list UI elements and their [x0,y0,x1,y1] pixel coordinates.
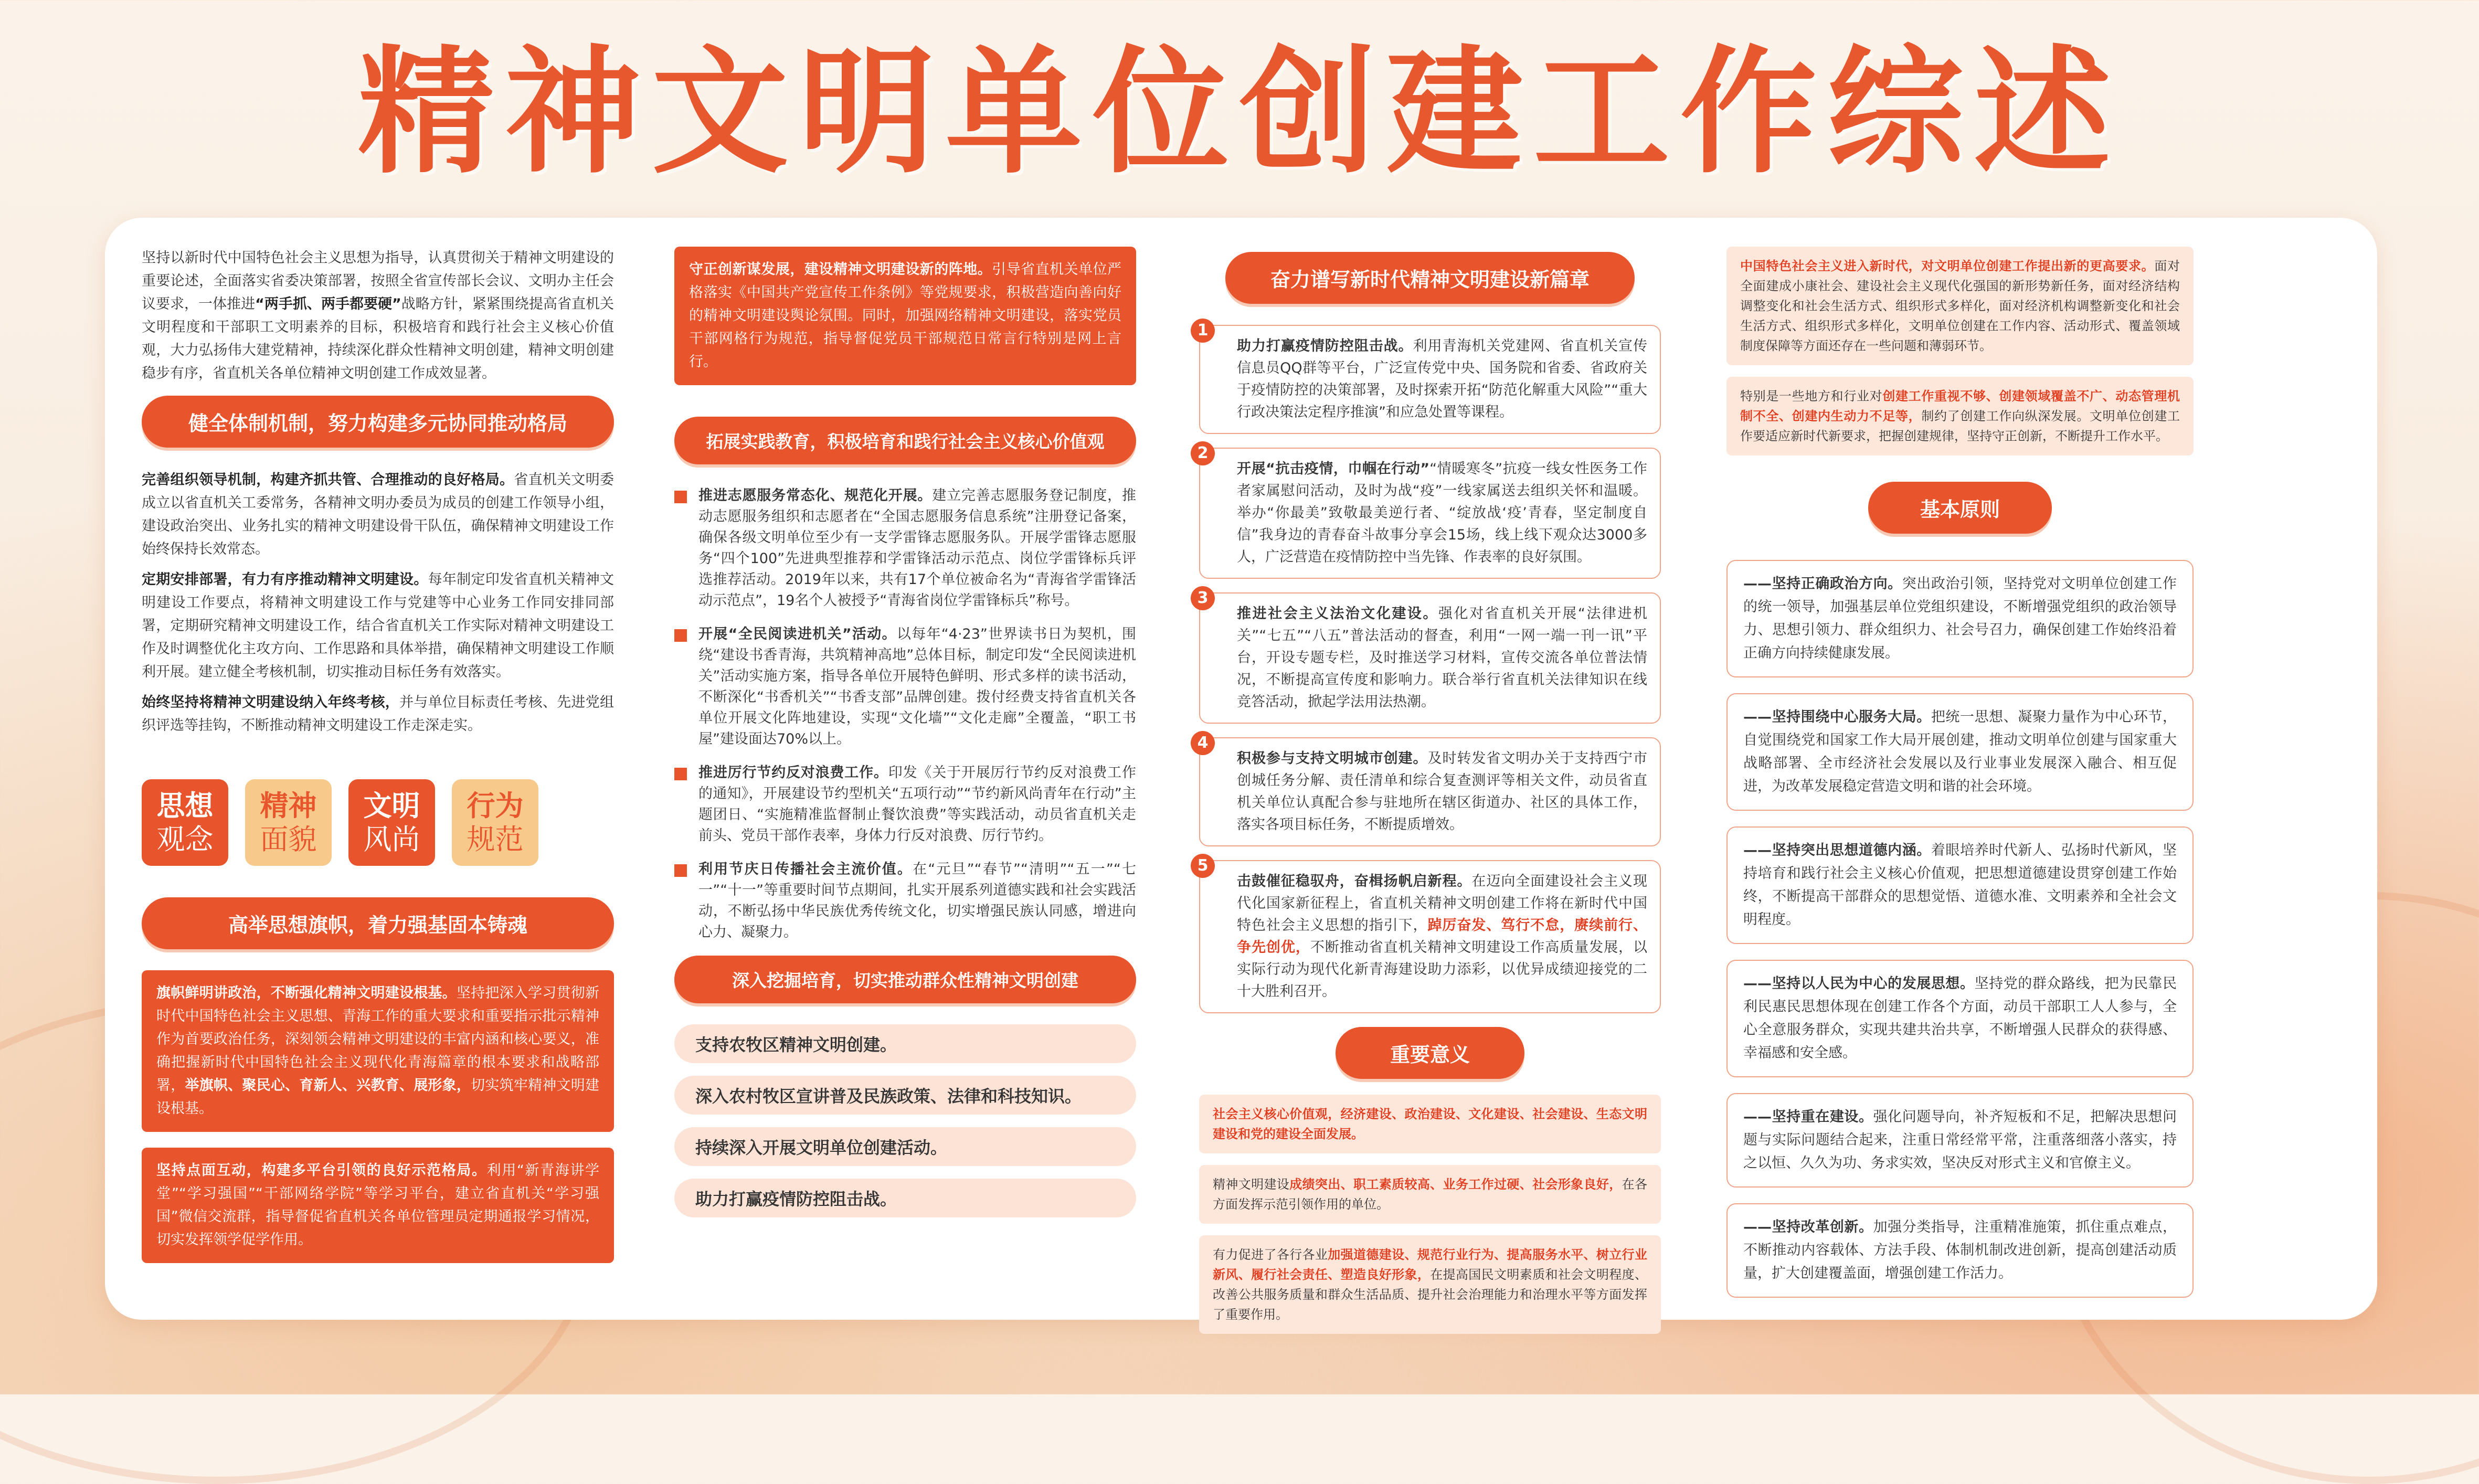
principle-card: ——坚持正确政治方向。突出政治引领，坚持党对文明单位创建工作的统一领导，加强基层单位党组织建设，不断增强党组织的政治领导力、思想引领力、群众组织力、社会号召力，确保创建工作始终沿着正确方向持续健康发展。 [1726,560,2194,677]
numbered-card: 4 积极参与支持文明城市创建。及时转发省文明办关于支持西宁市创城任务分解、责任清单和综合复查测评等相关文件，动员省直机关单位认真配合参与驻地所在辖区街道办、社区的具体工作，落实各项目标任务，不断提质增效。 [1199,737,1661,846]
paragraph: 定期安排部署，有力有序推动精神文明建设。每年制定印发省直机关精神文明建设工作要点，将精神文明建设工作与党建等中心业务工作同安排同部署，定期研究精神文明建设工作，结合省直机关工作实际对精神文明建设工作及时调整优化主攻方向、工作思路和具体举措，确保精神文明建设工作顺利开展。建立健全考核机制，切实推动目标任务有效落实。 [142,571,614,680]
principle-card: ——坚持以人民为中心的发展思想。坚持党的群众路线，把为民靠民利民惠民思想体现在创建工作各个方面，动员干部职工人人参与，全心全意服务群众，实现共建共治共享，不断增强人民群众的获得感、幸福感和安全感。 [1726,960,2194,1077]
highlight-box: 守正创新谋发展，建设精神文明建设新的阵地。引导省直机关单位严格落实《中国共产党宣传工作条例》等党规要求，积极营造向善向好的精神文明建设舆论氛围。同时，加强网络精神文明建设，落实党员干部网格行为规范，指导督促党员干部规范日常言行特别是网上言行。 [674,247,1136,385]
significance-box: 社会主义核心价值观，经济建设、政治建设、文化建设、社会建设、生态文明建设和党的建设全面发展。 [1199,1095,1661,1153]
column-3 [1199,247,1661,1345]
column-1 [142,247,614,1279]
section-heading: 基本原则 [1868,482,2052,534]
section-heading: 健全体制机制，努力构建多元协同推动格局 [142,396,614,448]
column-4 [1726,247,2194,1313]
numbered-card: 3 推进社会主义法治文化建设。强化对省直机关开展“法律进机关”“七五”“八五”普法活动的督查，利用“一网一端一刊一讯”平台，开设专题专栏，及时推送学习材料，宣传交流各单位普法情况，不断提高宣传度和影响力。联合举行省直机关法律知识在线竞答活动，掀起学法用法热潮。 [1199,592,1661,724]
principle-card: ——坚持围绕中心服务大局。把统一思想、凝聚力量作为中心环节，自觉围绕党和国家工作大局开展创建，推动文明单位创建与国家重大战略部署、全市经济社会发展以及行业事业发展深入融合、相互促进，为改革发展稳定营造文明和谐的社会环境。 [1726,693,2194,811]
context-box: 特别是一些地方和行业对创建工作重视不够、创建领域覆盖不广、动态管理机制不全、创建内生动力不足等，制约了创建工作向纵深发展。文明单位创建工作要适应新时代新要求，把握创建规律，坚持守正创新，不断提升工作水平。 [1726,377,2194,455]
paragraph: 完善组织领导机制，构建齐抓共管、合理推动的良好格局。省直机关文明委成立以省直机关工委常务，各精神文明办委员为成员的创建工作领导小组，建设政治突出、业务扎实的精神文明建设骨干队伍，确保精神文明建设工作始终保持长效常态。 [142,472,614,557]
context-box: 中国特色社会主义进入新时代，对文明单位创建工作提出新的更高要求。面对全面建成小康社会、建设社会主义现代化强国的新形势新任务，面对经济结构调整变化和社会生活方式、组织形式多样化，面对经济机构调整新变化和社会生活方式、组织形式多样化，文明单位创建在工作内容、活动形式、覆盖领域制度保障等方面还存在一些问题和薄弱环节。 [1726,247,2194,365]
principle-card: ——坚持改革创新。加强分类指导，注重精准施策，抓住重点难点，不断推动内容载体、方法手段、体制机制改进创新，提高创建活动质量，扩大创建覆盖面，增强创建工作活力。 [1726,1203,2194,1298]
bullet-item: 开展“全民阅读进机关”活动。以每年“4·23”世界读书日为契机，围绕“建设书香青海，共筑精神高地”总体目标，制定印发“全民阅读进机关”活动实施方案，指导各单位开展特色鲜明、形式多样的读书活动，不断深化“书香机关”“书香支部”品牌创建。拨付经费支持省直机关各单位开展文化阵地建设，实现“文化墙”“文化走廊”全覆盖，“职工书屋”建设面达70%以上。 [674,624,1136,750]
section-heading: 重要意义 [1336,1027,1524,1079]
column-2 [674,247,1136,1230]
section-heading: 拓展实践教育，积极培育和践行社会主义核心价值观 [674,417,1136,464]
list-item: 助力打赢疫情防控阻击战。 [674,1179,1136,1217]
tag-conduct: 行为 规范 [452,779,538,866]
significance-box: 有力促进了各行各业加强道德建设、规范行业行为、提高服务水平、树立行业新风、履行社会责任、塑造良好形象，在提高国民文明素质和社会文明程度、改善公共服务质量和群众生活品质、提升社会治理能力和治理水平等方面发挥了重要作用。 [1199,1235,1661,1334]
highlight-box: 坚持点面互动，构建多平台引领的良好示范格局。利用“新青海讲学堂”“学习强国”“干部网络学院”等学习平台，建立省直机关“学习强国”微信交流群，指导督促省直机关各单位管理员定期通报学习情况，切实发挥领学促学作用。 [142,1148,614,1263]
highlight-box: 旗帜鲜明讲政治，不断强化精神文明建设根基。坚持把深入学习贯彻新时代中国特色社会主义思想、青海工作的重大要求和重要指示批示精神作为首要政治任务，深刻领会精神文明建设的丰富内涵和核心要义，准确把握新时代中国特色社会主义现代化青海篇章的根本要求和战略部署，举旗帜、聚民心、育新人、兴教育、展形象，切实筑牢精神文明建设根基。 [142,970,614,1132]
numbered-card: 2 开展“抗击疫情，巾帼在行动”“情暖寒冬”抗疫一线女性医务工作者家属慰问活动，及时为战“疫”一线家属送去组织关怀和温暖。举办“你最美”致敬最美逆行者、“绽放战‘疫’青春，坚定制度自信”我身边的青春奋斗故事分享会15场，线上线下观众达3000多人，广泛营造在疫情防控中当先锋、作表率的良好氛围。 [1199,448,1661,579]
bullet-item: 推进厉行节约反对浪费工作。印发《关于开展厉行节约反对浪费工作的通知》，开展建设节约型机关“五项行动”“节约新风尚青年在行动”主题团日、“实施精准监督制止餐饮浪费”等实践活动，动员省直机关走前头、党员干部作表率，身体力行反对浪费、厉行节约。 [674,762,1136,846]
intro-paragraph: 坚持以新时代中国特色社会主义思想为指导，认真贯彻关于精神文明建设的重要论述，全面落实省委决策部署，按照全省宣传部长会议、文明办主任会议要求，一体推进“两手抓、两手都要硬”战略方针，紧紧围绕提高省直机关文明程度和干部职工文明素养的目标，积极培育和践行社会主义核心价值观，大力弘扬伟大建党精神，持续深化群众性精神文明创建，精神文明创建稳步有序，省直机关各单位精神文明创建工作成效显著。 [142,250,615,381]
section-heading: 深入挖掘培育，切实推动群众性精神文明创建 [674,956,1136,1003]
significance-box: 精神文明建设成绩突出、职工素质较高、业务工作过硬、社会形象良好，在各方面发挥示范引领作用的单位。 [1199,1165,1661,1224]
list-item: 深入农村牧区宣讲普及民族政策、法律和科技知识。 [674,1076,1136,1115]
numbered-card: 5 击鼓催征稳驭舟，奋楫扬帆启新程。在迈向全面建设社会主义现代化国家新征程上，省直机关精神文明创建工作将在新时代中国特色社会主义思想的指引下，踔厉奋发、笃行不怠，赓续前行、争先创优，不断推动省直机关精神文明建设工作高质量发展，以实际行动为现代化新青海建设助力添彩，以优异成绩迎接党的二十大胜利召开。 [1199,860,1661,1013]
paragraph: 始终坚持将精神文明建设纳入年终考核，并与单位目标责任考核、先进党组织评选等挂钩，不断推动精神文明建设工作走深走实。 [142,694,614,734]
tag-thought: 思想 观念 [142,779,228,866]
list-item: 持续深入开展文明单位创建活动。 [674,1127,1136,1166]
bullet-item: 利用节庆日传播社会主流价值。在“元旦”“春节”“清明”“五一”“七一”“十一”等重要时间节点期间，扎实开展系列道德实践和社会实践活动，不断弘扬中华民族优秀传统文化，切实增强民族认同感，增进向心力、凝聚力。 [674,859,1136,943]
numbered-card: 1 助力打赢疫情防控阻击战。利用青海机关党建网、省直机关宣传信息员QQ群等平台，广泛宣传党中央、国务院和省委、省政府关于疫情防控的决策部署，及时探索开拓“防范化解重大风险”“重大行政决策法定程序推演”和应急处置等课程。 [1199,325,1661,434]
principle-card: ——坚持突出思想道德内涵。着眼培养时代新人、弘扬时代新风，坚持培育和践行社会主义核心价值观，把思想道德建设贯穿创建工作始终，不断提高干部群众的思想觉悟、道德水准、文明素养和全社会文明程度。 [1726,826,2194,944]
value-tags [142,779,614,866]
list-item: 支持农牧区精神文明创建。 [674,1024,1136,1063]
page-title: 精神文明单位创建工作综述 [358,34,2121,192]
principle-card: ——坚持重在建设。强化问题导向，补齐短板和不足，把解决思想问题与实际问题结合起来，注重日常经常平常，注重落细落小落实，持之以恒、久久为功、务求实效，坚决反对形式主义和官僚主义。 [1726,1093,2194,1188]
bullet-item: 推进志愿服务常态化、规范化开展。建立完善志愿服务登记制度，推动志愿服务组织和志愿者在“全国志愿服务信息系统”注册登记备案，确保各级文明单位至少有一支学雷锋志愿服务队。开展学雷锋志愿服务“四个100”先进典型推荐和学雷锋活动示范点、岗位学雷锋标兵评选推荐活动。2019年以来，共有17个单位被命名为“青海省学雷锋活动示范点”，19名个人被授予“青海省岗位学雷锋标兵”称号。 [674,485,1136,611]
section-heading: 高举思想旗帜，着力强基固本铸魂 [142,897,614,949]
tag-civility: 文明 风尚 [348,779,435,866]
section-heading: 奋力谱写新时代精神文明建设新篇章 [1225,252,1635,304]
tag-spirit: 精神 面貌 [245,779,332,866]
